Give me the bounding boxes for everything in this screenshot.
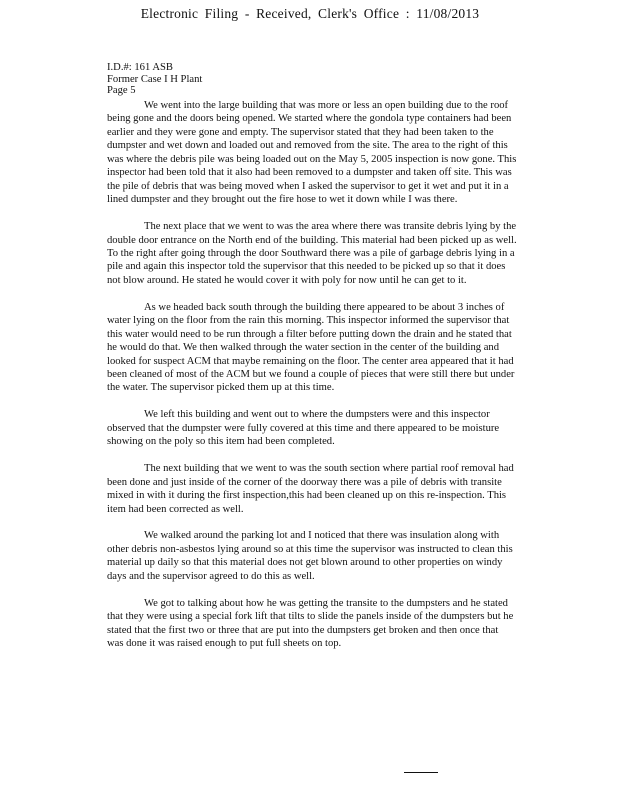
paragraph-large-building: We went into the large building that was more or less an open building due to the roof being gone and the doors being opened. We started where the gondola type containers had been earlier and they were gone and empty. The supervisor stated that they had been taken to the dumpster and wet down and loaded out and removed from the site. The area to the right of this was where the debris pile was being loaded out on the May 5, 2005 inspection is now gone. This inspector had been told that it also had been removed to a dumpster and taken off site. This was the pile of debris that was being moved when I asked the supervisor to get it wet and put it in a lined dumpster and they brought out the fire hose to wet it down while I was there.	[107, 100, 517, 206]
paragraph-south-section: The next building that we went to was the south section where partial roof removal had been done and just inside of the corner of the doorway there was a pile of debris with transite mixed in with it during the first inspection,this had been cleaned up on this re-inspection. This item had been corrected as well.	[107, 463, 514, 515]
paragraph-transite-forklift: We got to talking about how he was getting the transite to the dumpsters and he stated that they were using a special fork lift that tilts to slide the panels inside of the dumpsters but he stated that the first two or three that are put into the dumpsters get broken and then once that was done it was raised enough to put full sheets on top.	[107, 597, 514, 650]
paragraph-dumpsters-covered: We left this building and went out to where the dumpsters were and this inspector observed that the dumpster were fully covered at this time and there appeared to be moisture showing on the poly so this item had been completed.	[107, 409, 500, 448]
id-number-line: I.D.#: 161 ASB	[107, 62, 173, 73]
filing-stamp-header: Electronic Filing - Received, Clerk's Office : 11/08/2013	[140, 6, 480, 21]
document-body	[107, 99, 517, 664]
paragraph-north-entrance: The next place that we went to was the area where there was transite debris lying by the double door entrance on the North end of the building. This material had been picked up as well. To the right after going through the door Southward there was a pile of garbage debris lying in a pile and again this inspector told the supervisor that this needed to be picked up so that it does not blow around. He stated he would cover it with poly for now until he can get to it.	[107, 221, 517, 286]
paragraph-parking-lot: We walked around the parking lot and I noticed that there was insulation along with other debris non-asbestos lying around so at this time the supervisor was instructed to clean this material up daily so that this material does not get blown around to other properties on windy days and the supervisor agreed to do this as well.	[107, 530, 513, 582]
document-meta	[107, 62, 202, 97]
paragraph-water-on-floor: As we headed back south through the building there appeared to be about 3 inches of water lying on the floor from the rain this morning. This inspector informed the supervisor that this water would need to be run through a filter before putting down the drain and he stated that he would do that. We then walked through the water section in the center of the building and looked for suspect ACM that maybe remaining on the floor. The center area appeared that it had been cleaned of most of the ACM but we found a couple of pieces that were still there but under the water. The supervisor picked them up at this time.	[107, 301, 515, 394]
signature-line	[404, 772, 438, 773]
page-number-line: Page 5	[107, 85, 136, 97]
site-name-line: Former Case I H Plant	[107, 73, 203, 85]
